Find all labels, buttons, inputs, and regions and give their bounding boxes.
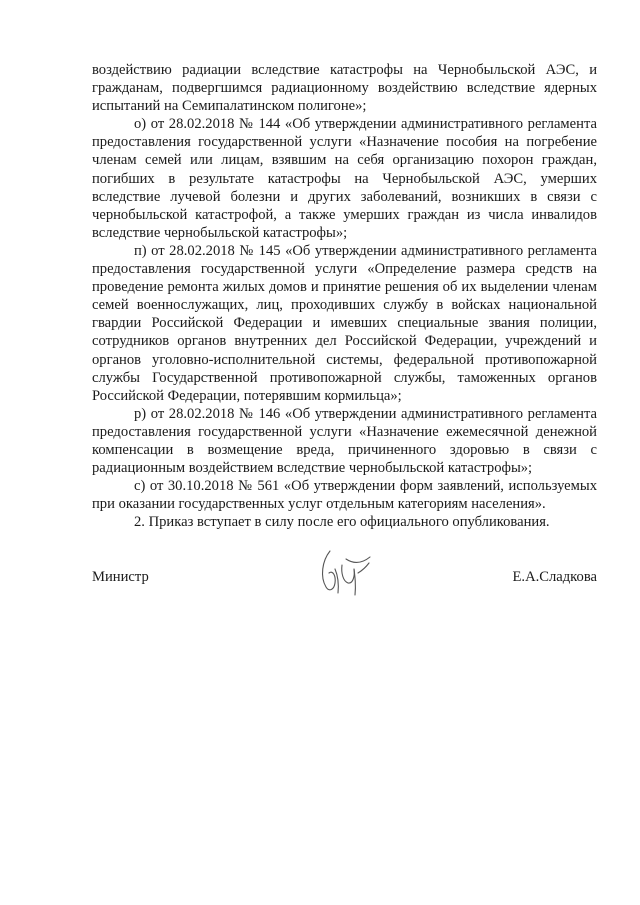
signature-block (92, 563, 597, 603)
paragraph-effective-date: 2. Приказ вступает в силу после его официального опубликования. (134, 514, 550, 531)
list-item-p: п) от 28.02.2018 № 145 «Об утверждении административного регламента предоставления государственной услуги «Определение размера средств на проведение ремонта жилых домов и принятие решения об их выделении членам семей военнослужащих, лиц, проходивших службу в войсках национальной гвардии Российской Федерации и имевших специальные звания полиции, сотрудников органов внутренних дел Российской Федерации, учреждений и органов уголовно-исполнительной системы, федеральной противопожарной службы Государственной противопожарной службы, таможенных органов Российской Федерации, потерявшим кормильца»; (92, 242, 597, 404)
signatory-position: Министр (92, 569, 149, 585)
handwritten-signature (308, 543, 378, 599)
list-item-r: р) от 28.02.2018 № 146 «Об утверждении административного регламента предоставления государственной услуги «Назначение ежемесячной денежной компенсации в возмещение вреда, причиненного здоровью в связи с радиационным воздействием вследствие чернобыльской катастрофы»; (92, 405, 597, 477)
document-body (92, 61, 597, 531)
signatory-name: Е.А.Сладкова (512, 569, 597, 585)
paragraph-continuation: воздействию радиации вследствие катастрофы на Чернобыльской АЭС, и гражданам, подвергшимся радиационному воздействию вследствие ядерных испытаний на Семипалатинском полигоне»; (92, 62, 597, 115)
list-item-s: с) от 30.10.2018 № 561 «Об утверждении форм заявлений, используемых при оказании государственных услуг отдельным категориям населения». (92, 478, 597, 513)
list-item-o: о) от 28.02.2018 № 144 «Об утверждении административного регламента предоставления государственной услуги «Назначение пособия на погребение членам семей или лицам, взявшим на себя организацию похорон граждан, погибших в результате катастрофы на Чернобыльской АЭС, умерших вследствие лучевой болезни и других заболеваний, возникших в связи с чернобыльской катастрофой, а также умерших граждан из числа инвалидов вследствие чернобыльской катастрофы»; (92, 116, 597, 241)
